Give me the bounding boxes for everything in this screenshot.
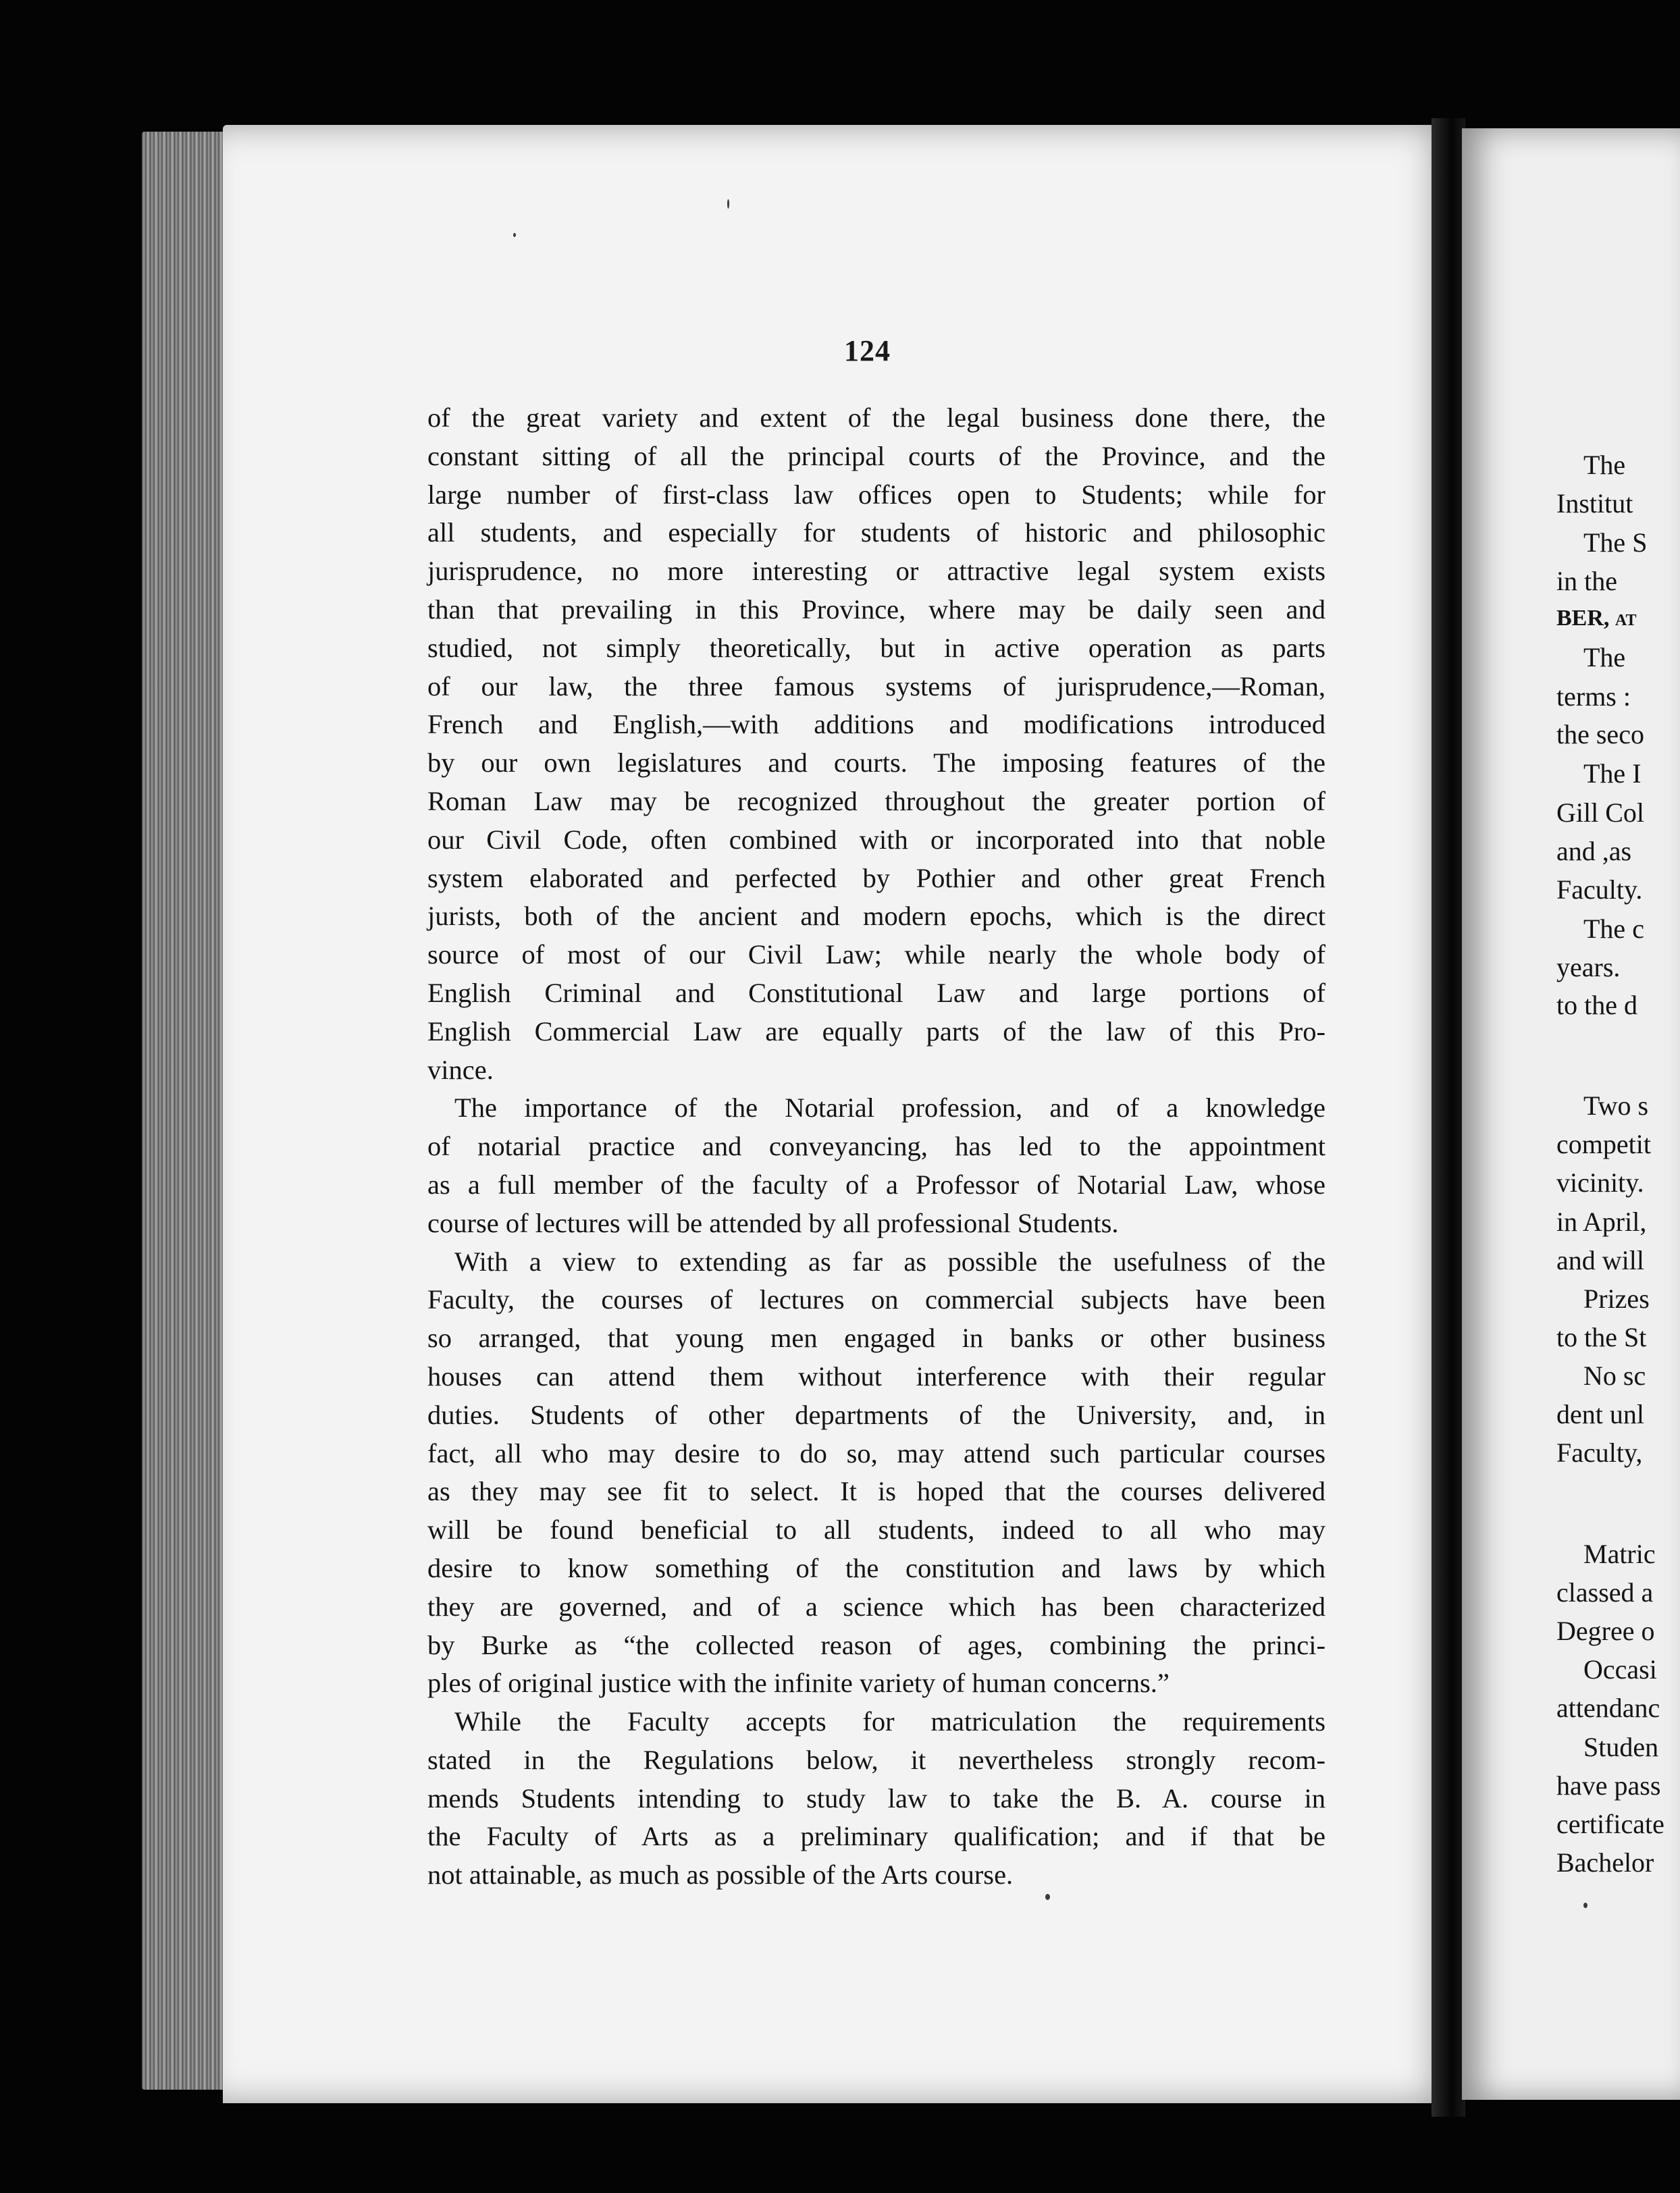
text-line: by our own legislatures and courts. The imposing features of the	[427, 747, 1325, 778]
left-page-text	[427, 399, 1325, 1895]
right-text-fragment: The	[1583, 642, 1626, 672]
text-line: French and English,—with additions and modifications introduced	[427, 709, 1325, 740]
right-text-fragment: Occasi	[1583, 1654, 1657, 1685]
text-line: source of most of our Civil Law; while nearly the whole body of	[427, 939, 1325, 970]
text-line: not attainable, as much as possible of the Arts course.	[427, 1859, 1014, 1891]
text-line: English Commercial Law are equally parts of the law of this Pro-	[427, 1015, 1325, 1047]
text-line: The importance of the Notarial profession, and of a knowledge	[454, 1092, 1325, 1124]
right-text-fragment: in the	[1556, 566, 1617, 596]
text-line: studied, not simply theoretically, but in active operation as parts	[427, 632, 1325, 663]
right-text-fragment: in April,	[1556, 1207, 1647, 1237]
text-line: by Burke as “the collected reason of ages, combining the princi-	[427, 1629, 1325, 1660]
text-line: English Criminal and Constitutional Law and large portions of	[427, 977, 1325, 1008]
right-text-fragment: Institut	[1556, 488, 1633, 519]
text-line: While the Faculty accepts for matriculation the requirements	[454, 1706, 1325, 1737]
right-text-fragment: classed a	[1556, 1577, 1654, 1608]
right-text-fragment: Matric	[1583, 1539, 1656, 1569]
text-line: desire to know something of the constitution and laws by which	[427, 1552, 1325, 1583]
text-line: as they may see fit to select. It is hoped that the courses delivered	[427, 1476, 1325, 1507]
right-text-fragment: Two s	[1583, 1090, 1649, 1121]
text-line: Roman Law may be recognized throughout the greater portion of	[427, 785, 1325, 816]
right-text-fragment: The I	[1583, 758, 1642, 789]
text-line: large number of first-class law offices open to Students; while for	[427, 479, 1325, 510]
text-line: fact, all who may desire to do so, may attend such particular courses	[427, 1437, 1325, 1469]
right-text-fragment: Prizes	[1583, 1284, 1650, 1314]
right-text-fragment: Degree o	[1556, 1616, 1655, 1646]
right-text-fragment: attendanc	[1556, 1693, 1660, 1723]
ink-speck	[513, 233, 516, 237]
text-line: Faculty, the courses of lectures on commercial subjects have been	[427, 1284, 1325, 1315]
text-line: constant sitting of all the principal courts of the Province, and the	[427, 440, 1325, 471]
text-line: of notarial practice and conveyancing, has led to the appointment	[427, 1131, 1325, 1162]
right-text-fragment: BER, at	[1556, 606, 1637, 631]
right-text-fragment: The	[1583, 450, 1626, 480]
right-text-fragment: years.	[1556, 952, 1621, 982]
right-text-fragment: Faculty,	[1556, 1437, 1643, 1468]
text-line: duties. Students of other departments of the University, and, in	[427, 1399, 1325, 1430]
book-gutter	[1432, 118, 1465, 2117]
text-line: jurists, both of the ancient and modern epochs, which is the direct	[427, 901, 1325, 932]
text-line: system elaborated and perfected by Pothier and other great French	[427, 862, 1325, 893]
right-text-fragment: to the d	[1556, 990, 1637, 1020]
right-text-fragment: competit	[1556, 1129, 1651, 1159]
right-text-fragment: terms :	[1556, 681, 1631, 712]
right-text-fragment: No sc	[1583, 1360, 1646, 1391]
text-line: mends Students intending to study law to take the B. A. course in	[427, 1782, 1325, 1814]
right-text-fragment: Gill Col	[1556, 797, 1645, 828]
right-text-fragment: Studen	[1583, 1732, 1659, 1762]
ink-speck	[1583, 1903, 1587, 1908]
right-text-fragment: dent unl	[1556, 1399, 1644, 1429]
text-line: so arranged, that young men engaged in banks or other business	[427, 1323, 1325, 1354]
right-text-fragment: the seco	[1556, 719, 1644, 749]
right-text-fragment: Bachelor	[1556, 1847, 1654, 1878]
text-line: jurisprudence, no more interesting or attractive legal system exists	[427, 556, 1325, 587]
text-line: they are governed, and of a science which has been characterized	[427, 1591, 1325, 1622]
right-text-fragment: The S	[1583, 527, 1648, 558]
ink-speck	[1045, 1894, 1050, 1900]
right-text-fragment: Faculty.	[1556, 874, 1643, 905]
right-text-fragment: and will	[1556, 1245, 1644, 1275]
text-line: of the great variety and extent of the legal business done there, the	[427, 402, 1325, 433]
right-text-fragment: vicinity.	[1556, 1167, 1644, 1198]
page-number: 124	[844, 334, 891, 367]
text-line: stated in the Regulations below, it nevertheless strongly recom-	[427, 1744, 1325, 1775]
text-line: our Civil Code, often combined with or incorporated into that noble	[427, 824, 1325, 855]
text-line: all students, and especially for students of historic and philosophic	[427, 517, 1325, 548]
text-line: houses can attend them without interference with their regular	[427, 1360, 1325, 1392]
text-line: ples of original justice with the infinite variety of human concerns.”	[427, 1668, 1170, 1699]
text-line: of our law, the three famous systems of jurisprudence,—Roman,	[427, 670, 1325, 702]
right-text-fragment: certificate	[1556, 1809, 1664, 1839]
text-line: course of lectures will be attended by all professional Students.	[427, 1207, 1119, 1238]
text-line: vince.	[427, 1054, 494, 1085]
right-text-fragment: to the St	[1556, 1322, 1647, 1352]
text-line: will be found beneficial to all students, indeed to all who may	[427, 1514, 1325, 1545]
right-text-fragment: The c	[1583, 914, 1644, 944]
text-line: as a full member of the faculty of a Professor of Notarial Law, whose	[427, 1169, 1325, 1200]
text-line: than that prevailing in this Province, where may be daily seen and	[427, 593, 1325, 625]
text-line: With a view to extending as far as possible the usefulness of the	[454, 1246, 1325, 1277]
right-text-fragment: have pass	[1556, 1770, 1661, 1801]
right-text-fragment: and ,as	[1556, 836, 1632, 866]
text-line: the Faculty of Arts as a preliminary qualification; and if that be	[427, 1821, 1325, 1852]
page-edge-stack	[142, 132, 230, 2090]
ink-speck	[727, 199, 729, 209]
